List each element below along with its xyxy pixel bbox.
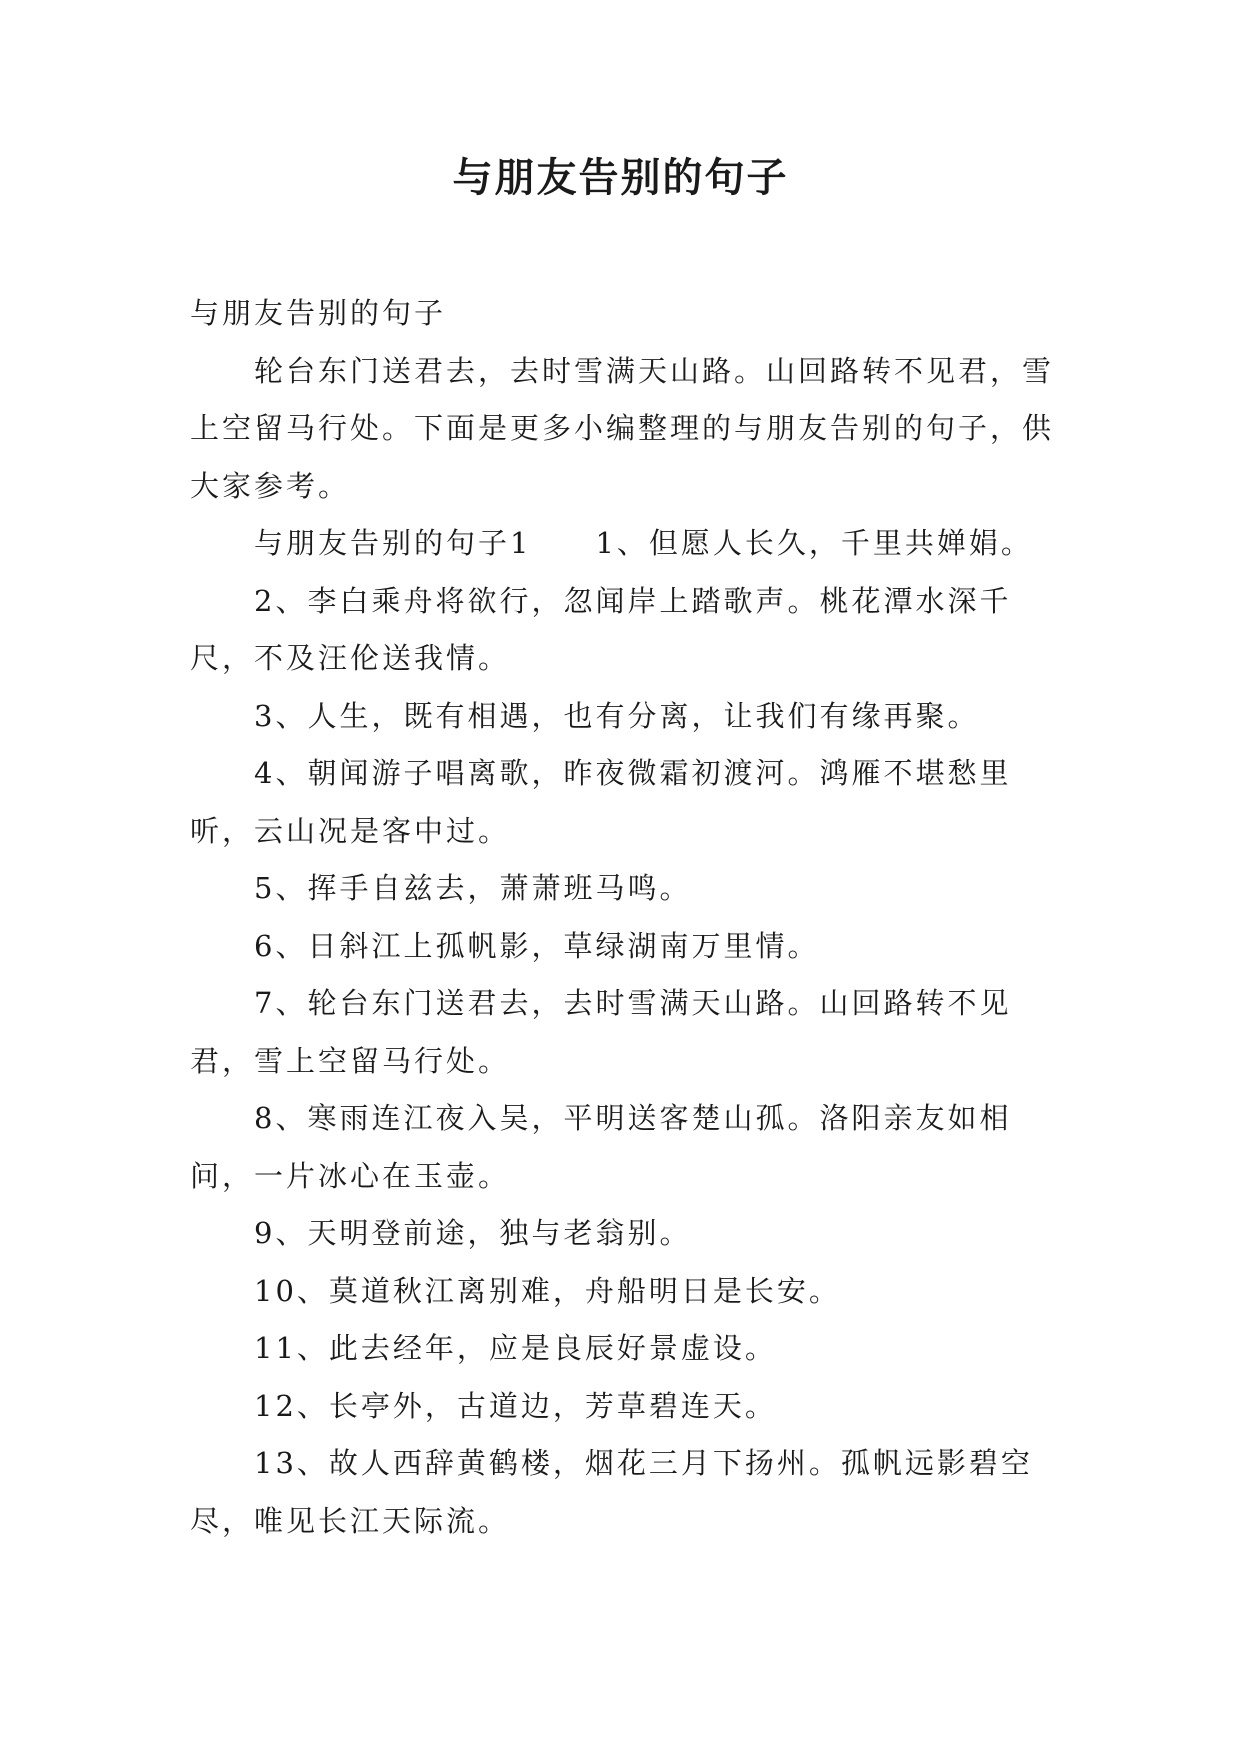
section-heading-line: 与朋友告别的句子1 1、但愿人长久，千里共婵娟。	[254, 526, 1033, 560]
list-item: 3、人生，既有相遇，也有分离，让我们有缘再聚。	[254, 698, 980, 733]
list-item: 4、朝闻游子唱离歌，昨夜微霜初渡河。鸿雁不堪愁里听，云山况是客中过。	[190, 756, 1012, 848]
list-item: 5、挥手自兹去，萧萧班马鸣。	[254, 871, 692, 905]
document-title: 与朋友告别的句子	[452, 155, 789, 201]
list-item: 10、莫道秋江离别难，舟船明日是长安。	[254, 1273, 841, 1308]
list-item: 2、李白乘舟将欲行，忽闻岸上踏歌声。桃花潭水深千尺，不及汪伦送我情。	[190, 583, 1012, 675]
list-item: 13、故人西辞黄鹤楼，烟花三月下扬州。孤帆远影碧空尽，唯见长江天际流。	[190, 1446, 1033, 1538]
list-item: 8、寒雨连江夜入吴，平明送客楚山孤。洛阳亲友如相问，一片冰心在玉壶。	[190, 1101, 1012, 1193]
list-item: 9、天明登前途，独与老翁别。	[254, 1216, 692, 1250]
list-item: 7、轮台东门送君去，去时雪满天山路。山回路转不见君，雪上空留马行处。	[190, 986, 1012, 1078]
list-item: 12、长亭外，古道边，芳草碧连天。	[254, 1388, 777, 1423]
list-item: 6、日斜江上孤帆影，草绿湖南万里情。	[254, 928, 820, 963]
document-body	[190, 285, 1070, 1550]
list-item: 11、此去经年，应是良辰好景虚设。	[254, 1331, 777, 1365]
document-subtitle: 与朋友告别的句子	[190, 296, 447, 330]
intro-paragraph: 轮台东门送君去，去时雪满天山路。山回路转不见君，雪上空留马行处。下面是更多小编整理的与朋友告别的句子，供大家参考。	[190, 353, 1055, 503]
